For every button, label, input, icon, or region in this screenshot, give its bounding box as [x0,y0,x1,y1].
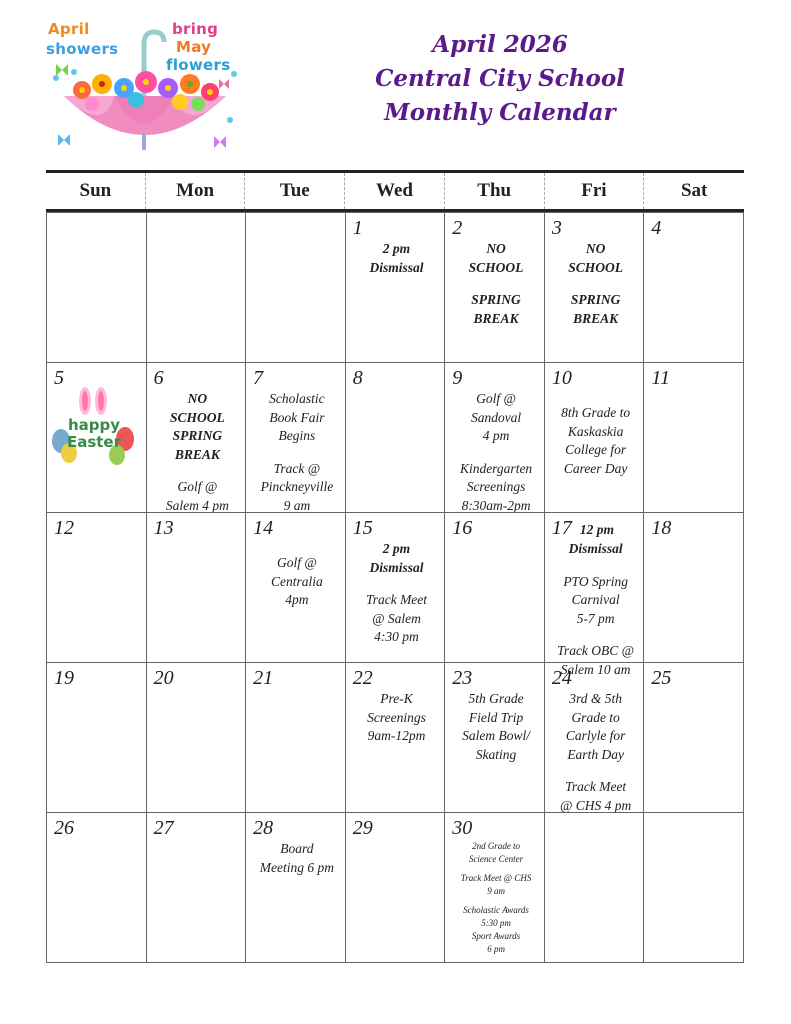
day-number: 17 [551,517,572,539]
day-number: 23 [452,667,473,689]
day-number: 20 [153,667,174,689]
day-number: 6 [153,367,164,389]
clipart-word-showers: showers [46,40,119,58]
event-line: 3rd & 5th [569,691,623,706]
event-line: Field Trip [468,709,524,725]
happy-easter-icon [51,387,135,467]
event-line: 9 am [487,886,505,896]
event-line: NO [486,241,506,256]
day-cell [47,512,147,662]
event-gap [452,865,540,871]
day-number: 2 [452,217,463,239]
event-line: 9am-12pm [367,728,426,743]
day-cell [346,662,446,812]
event-line: College for [565,442,627,457]
event-line: 2 pm [382,241,411,256]
event-line: Skating [475,746,517,762]
weekday-sun: Sun [46,173,146,209]
event-line: Earth Day [567,746,624,762]
day-number: 11 [651,367,670,389]
event-line: Track Meet [365,592,428,607]
clipart-word-april: April [48,20,90,38]
weekday-fri: Fri [545,173,645,209]
day-cell [644,662,744,812]
day-header [552,517,640,539]
event-line: SPRING [570,292,621,307]
day-cell [246,812,346,962]
day-number: 21 [253,667,274,689]
title-line-calendar: Monthly Calendar [384,99,616,126]
weekday-thu: Thu [445,173,545,209]
day-cell [445,812,545,962]
day-number: 14 [253,517,274,539]
day-cell [147,212,247,362]
day-number: 16 [452,517,473,539]
event-line: SPRING [172,428,223,443]
clipart-word-flowers: flowers [166,56,231,74]
day-cell [246,512,346,662]
event-line: Track OBC @ [557,643,635,658]
event-line: Career Day [563,460,628,476]
event-line: 5th Grade [468,691,524,706]
event-line: Board [280,841,314,856]
event-line: 5-7 pm [576,610,615,626]
day-cell [545,512,645,677]
event-line: BREAK [573,310,619,326]
day-cell [445,662,545,812]
day-cell [545,362,645,512]
day-number: 9 [452,367,463,389]
day-number: 5 [54,367,64,389]
clipart-word-may: May [176,38,212,56]
event-gap [154,463,242,477]
day-number: 30 [452,817,473,839]
event-line: Screenings [367,709,426,725]
event-line: @ Salem [372,610,421,626]
day-number: 7 [253,367,264,389]
event-line: 2nd Grade to [472,841,521,851]
day-number: 3 [551,217,562,239]
event-gap [452,897,540,903]
event-line: 8th Grade to [561,405,631,420]
title-line-school: Central City School [375,65,625,92]
event-line: Dismissal [369,559,424,575]
event-gap [253,445,341,459]
day-number: 26 [54,817,74,839]
title-line-month: April 2026 [432,31,568,58]
event-line: Pre-K [380,691,413,706]
event-line: PTO Spring [563,573,628,589]
event-line: 12 pm [579,522,614,537]
day-cell [644,212,744,362]
day-cell [47,212,147,362]
day-cell [445,212,545,362]
day-cell [47,812,147,962]
day-cell [644,812,744,962]
event-gap [353,576,441,590]
event-gap [552,558,640,572]
event-line: SCHOOL [169,409,225,425]
event-gap [452,276,540,290]
weekday-tue: Tue [245,173,345,209]
event-line: Dismissal [369,259,424,275]
event-line: Centralia [271,573,323,589]
clipart-word-bring: bring [172,20,219,38]
day-number: 10 [551,367,572,389]
day-number: 1 [352,217,363,239]
event-line: 9 am [283,497,311,513]
day-cell [445,362,545,512]
day-cell [545,662,645,812]
day-number: 13 [153,517,174,539]
day-cell [246,212,346,362]
event-line: Track Meet @ CHS [460,873,532,883]
day-cell [246,662,346,812]
event-gap [552,763,640,777]
day-cell [147,512,247,662]
event-line: NO [187,391,208,406]
calendar-grid [46,212,744,963]
event-line: 4pm [285,592,309,607]
weekday-wed: Wed [345,173,445,209]
event-line: 5:30 pm [481,918,511,928]
event-line: Meeting 6 pm [259,859,335,875]
event-line: Book Fair [269,409,325,425]
event-line: Golf @ [476,391,516,406]
event-line: Track @ [273,460,321,476]
day-cell [346,512,446,662]
day-number: 18 [651,517,672,539]
day-cell [246,362,346,512]
event-line: Scholastic Awards [463,905,529,915]
event-gap [253,539,341,553]
event-line: Carnival [571,592,620,607]
day-cell [346,362,446,512]
event-line: Sandoval [470,409,522,425]
event-line: Salem 10 am [560,661,631,677]
event-line: BREAK [174,446,220,462]
day-cell [545,812,645,962]
event-line: Science Center [468,854,524,864]
monthly-calendar [46,170,744,963]
day-number: 22 [352,667,373,689]
weekday-mon: Mon [146,173,246,209]
event-line: Carlyle for [565,728,626,743]
april-showers-clipart [44,14,250,156]
event-line: Salem Bowl/ [462,728,530,743]
event-line: Kaskaskia [567,423,624,439]
event-line: SPRING [471,292,521,307]
event-line: Sport Awards [471,931,521,941]
day-cell [644,512,744,662]
day-number: 27 [153,817,174,839]
event-line: Kindergarten [459,460,533,476]
weekday-header [46,170,744,212]
day-cell [346,812,446,962]
event-line: Grade to [571,709,620,725]
event-line: SCHOOL [468,259,524,275]
day-cell [545,212,645,362]
day-cell [47,362,147,512]
event-line: 6 pm [487,944,505,954]
day-cell [147,662,247,812]
day-cell [47,662,147,812]
event-gap [552,276,640,290]
day-number: 24 [551,667,572,689]
day-cell [147,362,247,512]
event-gap [552,627,640,641]
day-number: 15 [352,517,373,539]
event-line: 8:30am-2pm [461,497,531,513]
day-number: 12 [54,517,74,539]
event-gap [452,445,540,459]
event-line: NO [585,241,606,256]
event-line: Scholastic [269,391,325,406]
day-number: 25 [651,667,672,689]
event-gap [552,389,640,403]
day-number: 19 [54,667,74,689]
event-line: 2 pm [382,541,411,556]
event-line: Begins [278,428,316,443]
event-line: Golf @ [277,555,317,570]
event-line: Pinckneyville [260,479,334,494]
day-number: 28 [253,817,274,839]
event-line: BREAK [473,310,519,326]
easter-text: happy Easter [66,416,122,451]
weekday-sat: Sat [680,180,708,201]
day-number: 8 [352,367,363,389]
event-line: Track Meet [565,779,627,794]
event-line: Screenings [466,479,526,494]
day-number: 29 [352,817,373,839]
page-title [350,28,650,130]
event-line: Dismissal [568,541,623,556]
event-line: SCHOOL [568,259,624,275]
day-cell [147,812,247,962]
event-line: Golf @ [177,479,218,494]
event-line: @ CHS 4 pm [559,797,632,813]
event-line: 4 pm [482,428,510,443]
day-cell [445,512,545,662]
event-line: 4:30 pm [374,629,419,644]
day-number: 4 [651,217,662,239]
day-cell [644,362,744,512]
day-cell [346,212,446,362]
event-line: Salem 4 pm [165,497,229,513]
